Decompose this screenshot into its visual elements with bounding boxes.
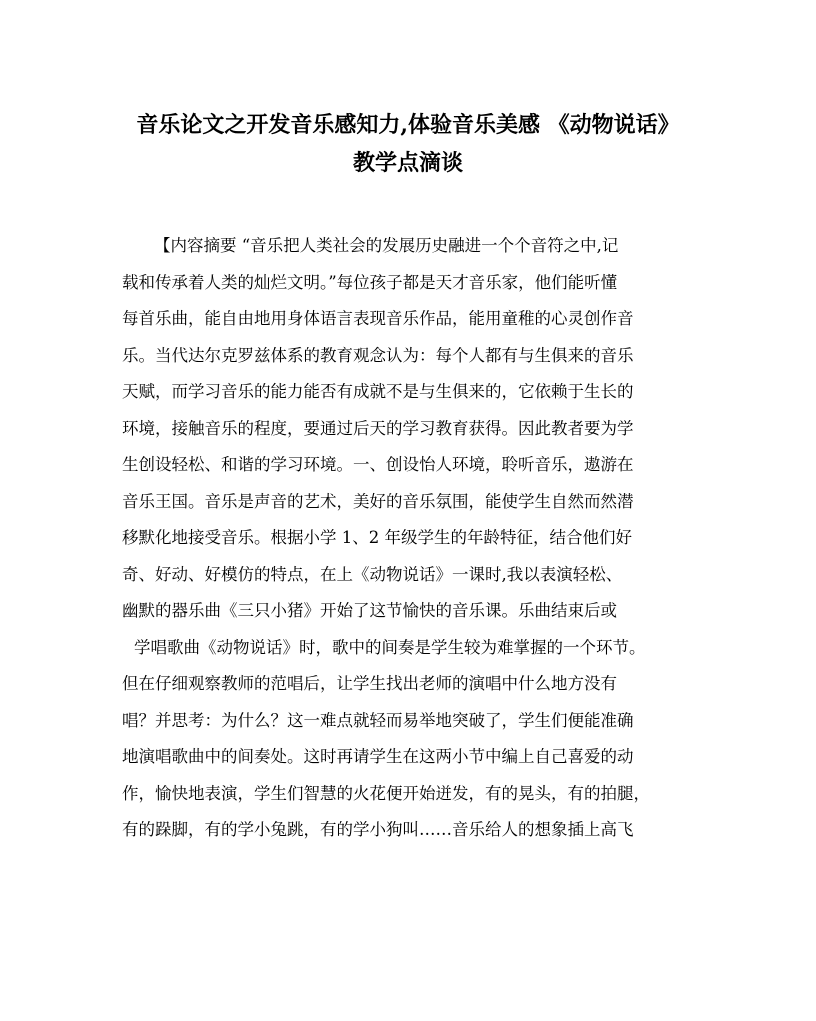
body-line: 学唱歌曲《动物说话》时，歌中的间奏是学生较为难掌握的一个环节。	[134, 637, 646, 657]
body-line: 奇、好动、好模仿的特点，在上《动物说话》一课时,我以表演轻松、	[122, 564, 623, 584]
body-line: 有的跺脚，有的学小兔跳，有的学小狗叫……音乐给人的想象插上高飞	[122, 820, 634, 839]
document-body	[122, 228, 702, 849]
body-line: 乐。当代达尔克罗兹体系的教育观念认为：每个人都有与生俱来的音乐	[122, 345, 634, 365]
body-line: 每首乐曲，能自由地用身体语言表现音乐作品，能用童稚的心灵创作音	[122, 309, 634, 328]
body-line: 唱？并思考：为什么？这一难点就轻而易举地突破了，学生们便能准确	[122, 710, 634, 730]
body-line: 作，愉快地表演，学生们智慧的火花便开始迸发，有的晃头，有的拍腿，	[122, 783, 650, 803]
body-line: 生创设轻松、和谐的学习环境。一、创设怡人环境，聆听音乐，遨游在	[122, 455, 634, 474]
body-line: 地演唱歌曲中的间奏处。这时再请学生在这两小节中编上自己喜爱的动	[122, 747, 634, 766]
body-line: 环境，接触音乐的程度，要通过后天的学习教育获得。因此教者要为学	[122, 418, 634, 438]
body-line: 天赋，而学习音乐的能力能否有成就不是与生俱来的，它依赖于生长的	[122, 382, 634, 401]
body-line: 载和传承着人类的灿烂文明。”每位孩子都是天才音乐家，他们能听懂	[122, 272, 618, 292]
body-line: 但在仔细观察教师的范唱后，让学生找出老师的演唱中什么地方没有	[122, 674, 617, 693]
body-line: 移默化地接受音乐。根据小学 1、2 年级学生的年龄特征，结合他们好	[122, 528, 632, 547]
document-title-line-2: 教学点滴谈	[352, 150, 463, 176]
body-line: 【内容摘要 “音乐把人类社会的发展历史融进一个个音符之中,记	[154, 236, 619, 255]
document-title-line-1: 音乐论文之开发音乐感知力,体验音乐美感 《动物说话》	[136, 112, 680, 138]
body-line: 幽默的器乐曲《三只小猪》开始了这节愉快的音乐课。乐曲结束后或	[122, 601, 617, 620]
body-line: 音乐王国。音乐是声音的艺术，美好的音乐氛围，能使学生自然而然潜	[122, 491, 634, 511]
